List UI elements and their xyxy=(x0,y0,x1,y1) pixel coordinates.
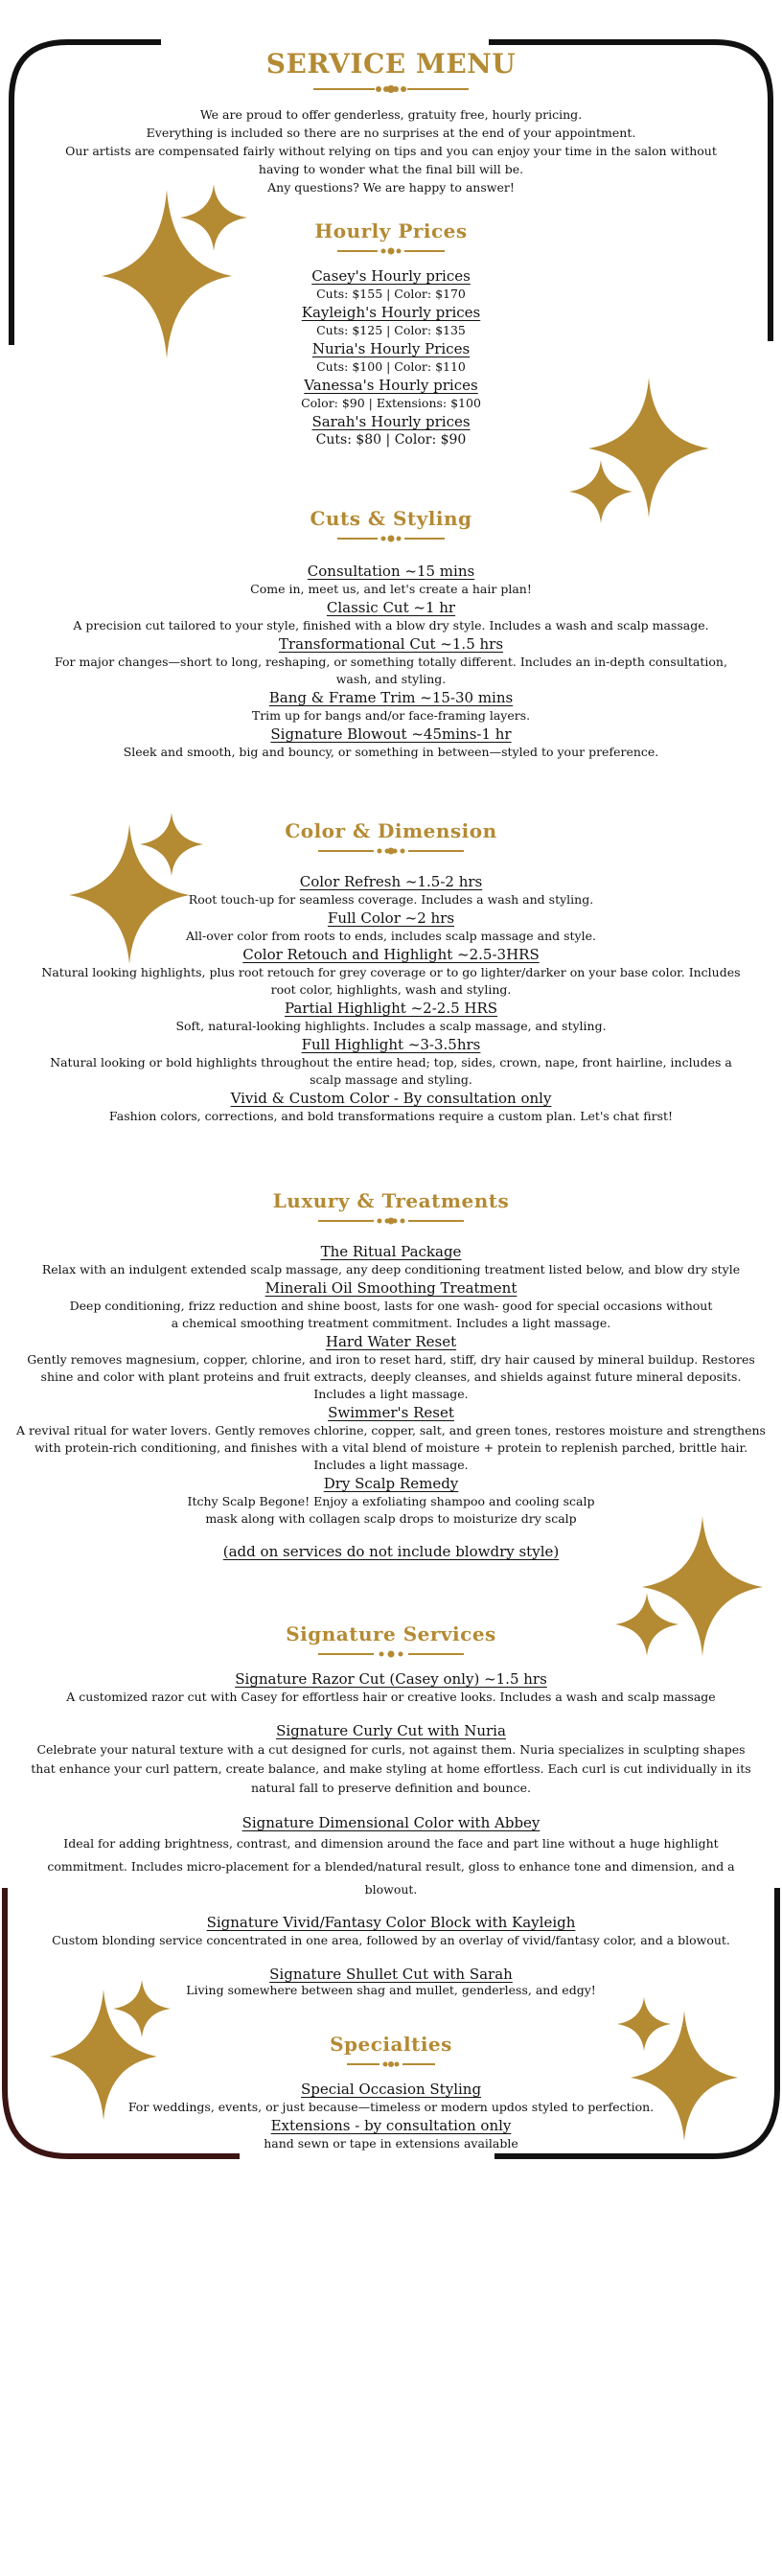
ornament-divider-icon xyxy=(343,2058,439,2070)
item-price: Color: $90 | Extensions: $100 xyxy=(301,396,481,410)
list-item xyxy=(38,266,744,303)
ornament-divider-icon xyxy=(334,533,448,544)
item-desc: Natural looking or bold highlights throughout the entire head; top, sides, crown, nape, front hairline, includes a scalp massage and styling. xyxy=(50,1055,732,1087)
item-desc: Living somewhere between shag and mullet, genderless, and edgy! xyxy=(186,1983,596,1997)
item-name: Bang & Frame Trim ~15-30 mins xyxy=(268,689,514,706)
list-item xyxy=(21,908,761,945)
luxury-list xyxy=(13,1242,769,1560)
item-desc: For major changes—short to long, reshaping, or something totally different. Includes an in-depth consultation, wash, and styling. xyxy=(55,655,727,686)
section-heading: Luxury & Treatments xyxy=(272,1189,510,1212)
item-name: Full Color ~2 hrs xyxy=(327,909,455,927)
item-price: Cuts: $100 | Color: $110 xyxy=(316,359,466,374)
item-name: The Ritual Package xyxy=(320,1243,462,1260)
item-name: Special Occasion Styling xyxy=(300,2081,482,2098)
list-item xyxy=(31,1813,751,1901)
cuts-section xyxy=(38,506,744,544)
item-name: Signature Dimensional Color with Abbey xyxy=(242,1814,540,1831)
specialties-list xyxy=(38,2080,744,2152)
item-desc: A customized razor cut with Casey for effortless hair or creative looks. Includes a wash and scalp massage xyxy=(66,1690,716,1704)
specialties-section xyxy=(38,2032,744,2070)
item-desc: Gently removes magnesium, copper, chlorine, and iron to reset hard, stiff, dry hair caused by mineral buildup. Restores shine and color with plant proteins and fruit extracts, deeply cleanses, and shields against future mineral deposits. Includes a light massage. xyxy=(27,1352,755,1401)
item-desc: Natural looking highlights, plus root retouch for grey coverage or to go lighter/darker on your base color. Includes root color, highlights, wash and styling. xyxy=(41,965,741,997)
page-title: SERVICE MENU xyxy=(265,48,517,80)
list-item xyxy=(21,1035,761,1089)
item-desc: Fashion colors, corrections, and bold transformations require a custom plan. Let's chat first! xyxy=(108,1109,674,1123)
item-desc: Deep conditioning, frizz reduction and shine boost, lasts for one wash- good for special occasions without a chemical smoothing treatment commitment. Includes a light massage. xyxy=(69,1299,713,1330)
hourly-section xyxy=(38,218,744,257)
list-item xyxy=(38,376,744,412)
intro-line: We are proud to offer genderless, gratuity free, hourly pricing. xyxy=(199,107,583,122)
item-desc: Sleek and smooth, big and bouncy, or something in between—styled to your preference. xyxy=(123,745,659,759)
list-item xyxy=(50,562,732,598)
list-item xyxy=(21,945,761,999)
item-name: Swimmer's Reset xyxy=(328,1404,454,1421)
signature-section xyxy=(38,1622,744,1660)
ornament-divider-icon xyxy=(314,1648,468,1660)
ornament-divider-icon xyxy=(314,845,468,857)
item-price: Cuts: $125 | Color: $135 xyxy=(316,323,466,337)
luxury-section xyxy=(38,1188,744,1227)
item-price: Cuts: $80 | Color: $90 xyxy=(315,432,467,448)
item-name: Consultation ~15 mins xyxy=(307,563,475,580)
item-desc: hand sewn or tape in extensions available xyxy=(264,2136,518,2150)
item-name: Color Refresh ~1.5-2 hrs xyxy=(299,873,483,890)
list-item xyxy=(21,1089,761,1125)
item-name: Color Retouch and Highlight ~2.5-3HRS xyxy=(242,946,540,963)
item-desc: Itchy Scalp Begone! Enjoy a exfoliating shampoo and cooling scalp mask along with collagen scalp drops to moisturize dry scalp xyxy=(187,1494,595,1526)
list-item xyxy=(21,999,761,1035)
color-list xyxy=(21,872,761,1125)
add-on-note: (add on services do not include blowdry style) xyxy=(222,1543,560,1560)
list-item xyxy=(38,412,744,448)
list-item xyxy=(38,2080,744,2116)
list-item xyxy=(50,724,732,761)
item-name: Nuria's Hourly Prices xyxy=(311,340,471,357)
list-item xyxy=(13,1332,769,1403)
item-desc: A precision cut tailored to your style, finished with a blow dry style. Includes a wash and scalp massage. xyxy=(73,618,709,632)
hourly-list xyxy=(38,266,744,448)
section-heading: Specialties xyxy=(330,2033,452,2056)
section-heading: Signature Services xyxy=(286,1622,496,1645)
section-heading: Color & Dimension xyxy=(285,819,497,842)
item-name: Partial Highlight ~2-2.5 HRS xyxy=(284,1000,498,1017)
item-name: Transformational Cut ~1.5 hrs xyxy=(278,635,504,653)
ornament-divider-icon xyxy=(334,245,448,257)
list-item xyxy=(50,634,732,688)
item-desc: Trim up for bangs and/or face-framing layers. xyxy=(251,708,531,723)
item-name: Signature Curly Cut with Nuria xyxy=(276,1722,506,1739)
intro xyxy=(56,105,726,196)
list-item xyxy=(31,1669,751,1706)
item-name: Vanessa's Hourly prices xyxy=(304,377,478,394)
item-name: Hard Water Reset xyxy=(325,1333,457,1350)
list-item xyxy=(13,1403,769,1474)
section-heading: Cuts & Styling xyxy=(310,507,472,530)
item-desc: Relax with an indulgent extended scalp massage, any deep conditioning treatment listed below, and blow dry style xyxy=(41,1262,741,1276)
ornament-divider-icon xyxy=(314,1215,468,1227)
item-desc: Root touch-up for seamless coverage. Includes a wash and styling. xyxy=(188,892,594,907)
item-desc: Celebrate your natural texture with a cut designed for curls, not against them. Nuria specializes in sculpting shapes that enhance your curl pattern, create balance, and make styling at home effortless. Each curl is cut individually in its natural fall to preserve definition and bounce. xyxy=(31,1742,751,1795)
item-name: Casey's Hourly prices xyxy=(311,267,471,285)
list-item xyxy=(31,1913,751,1949)
item-name: Signature Vivid/Fantasy Color Block with Kayleigh xyxy=(206,1914,576,1931)
item-desc: Custom blonding service concentrated in one area, followed by an overlay of vivid/fantasy color, and a blowout. xyxy=(52,1933,730,1947)
list-item xyxy=(31,1721,751,1798)
item-name: Signature Shullet Cut with Sarah xyxy=(269,1966,513,1983)
list-item xyxy=(13,1278,769,1332)
cuts-list xyxy=(50,562,732,761)
item-name: Minerali Oil Smoothing Treatment xyxy=(264,1279,518,1297)
intro-line: Any questions? We are happy to answer! xyxy=(267,180,515,195)
item-desc: Come in, meet us, and let's create a hair plan! xyxy=(250,582,532,596)
item-desc: All-over color from roots to ends, includes scalp massage and style. xyxy=(186,929,596,943)
list-item xyxy=(38,2116,744,2152)
intro-line: Our artists are compensated fairly without relying on tips and you can enjoy your time in the salon without having to wonder what the final bill will be. xyxy=(65,144,717,176)
item-name: Dry Scalp Remedy xyxy=(323,1475,459,1492)
item-name: Classic Cut ~1 hr xyxy=(326,599,456,616)
item-desc: A revival ritual for water lovers. Gently removes chlorine, copper, salt, and green tones, restores moisture and strengthens with protein-rich conditioning, and finishes with a vital blend of moisture + protein to replenish parched, brittle hair. Includes a light massage. xyxy=(16,1423,766,1472)
item-name: Signature Razor Cut (Casey only) ~1.5 hrs xyxy=(235,1670,547,1688)
header xyxy=(38,48,744,96)
item-desc: Soft, natural-looking highlights. Includes a scalp massage, and styling. xyxy=(175,1019,607,1033)
item-name: Extensions - by consultation only xyxy=(270,2117,512,2134)
item-name: Sarah's Hourly prices xyxy=(311,413,471,430)
item-price: Cuts: $155 | Color: $170 xyxy=(316,287,466,301)
item-desc: For weddings, events, or just because—timeless or modern updos styled to perfection. xyxy=(127,2100,655,2114)
item-name: Signature Blowout ~45mins-1 hr xyxy=(270,725,512,743)
item-name: Vivid & Custom Color - By consultation only xyxy=(230,1090,552,1107)
list-item xyxy=(50,688,732,724)
list-item xyxy=(13,1474,769,1528)
list-item xyxy=(38,303,744,339)
list-item xyxy=(38,339,744,376)
list-item xyxy=(21,872,761,908)
item-name: Kayleigh's Hourly prices xyxy=(301,304,481,321)
item-desc: Ideal for adding brightness, contrast, and dimension around the face and part line without a huge highlight commitment. Includes micro-placement for a blended/natural result, gloss to enhance tone and dimension, and a blowout. xyxy=(47,1836,735,1897)
signature-list xyxy=(31,1669,751,1999)
list-item xyxy=(31,1966,751,1999)
ornament-divider-icon xyxy=(310,82,472,96)
section-heading: Hourly Prices xyxy=(314,219,468,242)
color-section xyxy=(38,818,744,857)
item-name: Full Highlight ~3-3.5hrs xyxy=(301,1036,481,1053)
intro-line: Everything is included so there are no surprises at the end of your appointment. xyxy=(146,126,636,140)
list-item xyxy=(13,1242,769,1278)
list-item xyxy=(50,598,732,634)
